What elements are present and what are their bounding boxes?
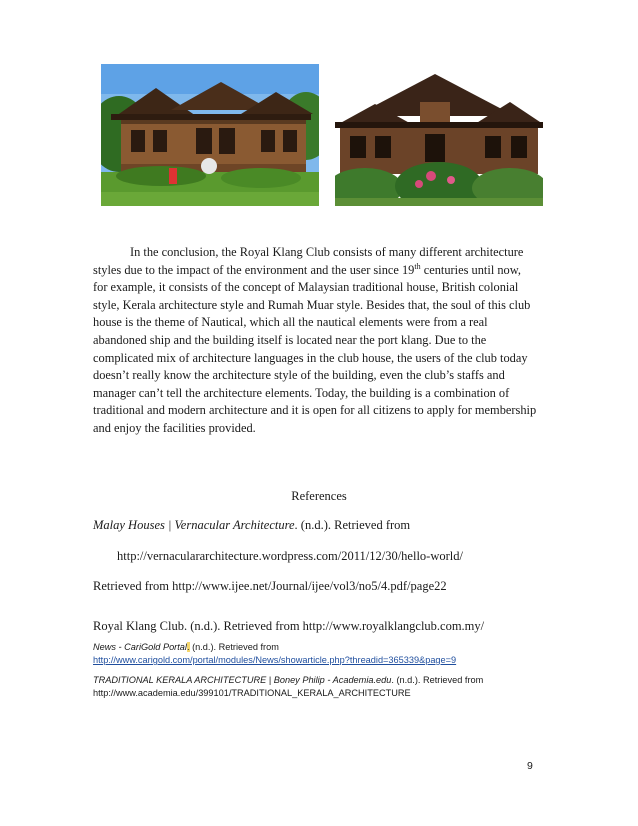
superscript: th [414,261,421,271]
reference-2: Retrieved from http://www.ijee.net/Journal/ijee/vol3/no5/4.pdf/page22 [93,579,447,593]
reference-text: . (n.d.). Retrieved from [391,675,484,685]
paragraph-line: styles due to the impact of the environment and the user since 19 [93,262,415,277]
reference-4-link[interactable]: http://www.carigold.com/portal/modules/News/showarticle.php?threadid=365339&page=9 [93,655,457,665]
paragraph-line: abandoned ship and the building itself is located near the port klang. Due to the [93,332,487,347]
paragraph-line: In the conclusion, the Royal Klang Club consists of many different architecture [130,245,524,259]
malay-traditional-house-photo [335,64,543,206]
paragraph-line: doesn’t really know the architecture style of the building, even the club’s staffs and [93,368,505,383]
reference-title: News - CariGold Portal [93,642,187,652]
page-number: 9 [527,760,533,772]
reference-1 [93,518,410,533]
paragraph-line: house is the theme of Nautical, which all the nautical elements were from a real [93,315,488,330]
body-paragraph [93,244,549,438]
reference-text: (n.d.). Retrieved from [189,642,279,652]
paragraph-line: and enjoy the facilities provided. [93,420,256,435]
reference-1-url: http://vernaculararchitecture.wordpress.com/2011/12/30/hello-world/ [117,549,463,563]
paragraph-line: for example, it consists of the concept of Malaysian traditional house, British colonial [93,280,519,295]
paragraph-line: style, Kerala architecture style and Rumah Muar style. Besides that, the soul of this club [93,297,531,312]
references-heading: References [291,489,347,503]
highlight-mark: . [186,642,190,652]
paragraph-line: complicated mix of architecture languages in the club house, the users of the club today [93,350,528,365]
reference-5 [93,674,483,687]
reference-4 [93,641,279,654]
paragraph-line: traditional and modern architecture and it is open for all citizens to apply for membership [93,403,537,418]
reference-title: Malay Houses | Vernacular Architecture [93,518,295,532]
reference-5-url: http://www.academia.edu/399101/TRADITIONAL_KERALA_ARCHITECTURE [93,688,411,698]
reference-4-url[interactable] [93,654,456,667]
reference-text: . (n.d.). Retrieved from [294,518,411,532]
royal-klang-club-building-photo [101,64,319,206]
reference-title: TRADITIONAL KERALA ARCHITECTURE | Boney Philip - Academia.edu [93,675,392,685]
paragraph-line: centuries until now, [420,262,521,277]
reference-3: Royal Klang Club. (n.d.). Retrieved from http://www.royalklangclub.com.my/ [93,619,485,633]
paragraph-line: manager can’t tell the architecture elements. Today, the building is a combination of [93,385,510,400]
